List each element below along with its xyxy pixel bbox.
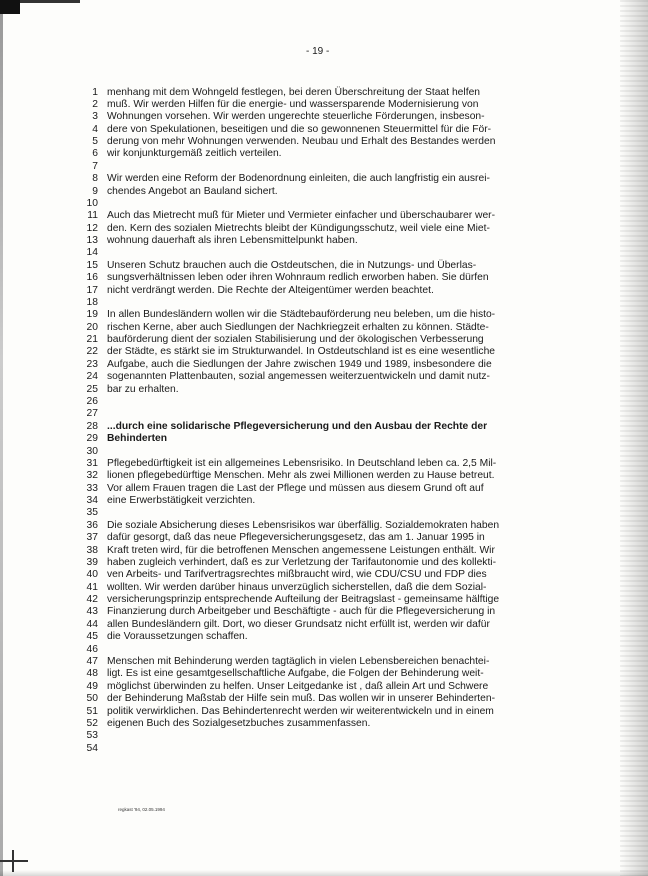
- line-text: haben zugleich verhindert, daß es zur Verletzung der Tarifautonomie und des kollekti-: [107, 556, 497, 568]
- line-number: 12: [86, 222, 98, 234]
- line-number: 3: [92, 111, 98, 123]
- scan-corner-mark: [20, 0, 80, 3]
- line-number: 34: [86, 495, 98, 507]
- scan-left-edge: [0, 14, 3, 876]
- line-number: 33: [86, 482, 98, 494]
- scan-bottom-edge: [0, 870, 648, 876]
- line-number: 11: [87, 210, 98, 222]
- line-text: wollten. Wir werden darüber hinaus unverzüglich sicherstellen, daß die dem Sozial-: [107, 581, 487, 593]
- line-text: nicht verdrängt werden. Die Rechte der Alteigentümer werden beachtet.: [107, 284, 434, 296]
- line-number: 30: [86, 445, 98, 457]
- line-text: der Städte, es stärkt sie im Strukturwandel. In Ostdeutschland ist es eine wesentliche: [107, 346, 496, 358]
- line-text: politik verwirklichen. Das Behindertenrecht werden wir weiterentwickeln und in einem: [107, 705, 494, 717]
- line-number: 1: [92, 86, 98, 98]
- line-number: 39: [86, 556, 98, 568]
- line-text: Aufgabe, auch die Siedlungen der Jahre zwischen 1949 und 1989, insbesondere die: [107, 358, 492, 370]
- line-number: 45: [86, 631, 98, 643]
- line-text: Menschen mit Behinderung werden tagtäglich in vielen Lebensbereichen benachtei-: [107, 655, 490, 667]
- line-text: bar zu erhalten.: [107, 383, 179, 395]
- line-text: eine Erwerbstätigkeit verzichten.: [107, 495, 256, 507]
- line-text: derung von mehr Wohnungen verwenden. Neubau und Erhalt des Bestandes werden: [107, 136, 496, 148]
- line-number: 32: [86, 470, 98, 482]
- line-number: 7: [92, 160, 98, 172]
- line-number: 54: [86, 742, 98, 754]
- line-number: 44: [86, 618, 98, 630]
- line-number: 24: [86, 371, 98, 383]
- line-text: Vor allem Frauen tragen die Last der Pflege und müssen aus diesem Grund oft auf: [107, 482, 484, 494]
- line-number: 2: [92, 98, 98, 110]
- line-text: bauförderung dient der sozialen Stabilisierung und der ökologischen Verbesserung: [107, 334, 484, 346]
- line-text: Die soziale Absicherung dieses Lebensrisikos war überfällig. Sozialdemokraten haben: [107, 519, 500, 531]
- line-text: Wohnungen vorsehen. Wir werden ungerechte steuerliche Förderungen, insbeson-: [107, 111, 485, 123]
- line-text: den. Kern des sozialen Mietrechts bleibt der Kündigungsschutz, weil viele eine Miet-: [107, 222, 490, 234]
- line-number: 6: [92, 148, 98, 160]
- line-number: 37: [86, 532, 98, 544]
- line-number: 40: [86, 569, 98, 581]
- line-number: 46: [86, 643, 98, 655]
- line-number: 4: [92, 123, 98, 135]
- line-number: 29: [86, 433, 98, 445]
- line-number: 10: [86, 197, 98, 209]
- line-number: 15: [86, 259, 98, 271]
- scan-corner-mark: [0, 0, 20, 14]
- line-number: 50: [86, 693, 98, 705]
- page-number: - 19 -: [306, 46, 330, 57]
- line-number: 5: [92, 136, 98, 148]
- line-text: der Behinderung Maßstab der Hilfe sein muß. Das wollen wir in unserer Behinderten-: [107, 693, 496, 705]
- section-heading-line: ...durch eine solidarische Pflegeversicherung und den Ausbau der Rechte der: [107, 420, 488, 432]
- line-text: dafür gesorgt, daß das neue Pflegeversicherungsgesetz, das am 1. Januar 1995 in: [107, 532, 485, 544]
- line-number: 14: [86, 247, 98, 259]
- line-number: 53: [86, 730, 98, 742]
- line-number: 26: [86, 396, 98, 407]
- line-text: lionen pflegebedürftige Menschen. Mehr als zwei Millionen werden zu Hause betreut.: [107, 470, 495, 482]
- line-number: 31: [86, 457, 98, 469]
- footer-note: regkast '94, 02.05.1994: [118, 807, 165, 812]
- line-text: Kraft treten wird, für die betroffenen Menschen angemessene Leistungen enthält. Wir: [107, 544, 495, 556]
- line-number: 41: [86, 581, 98, 593]
- line-text: menhang mit dem Wohngeld festlegen, bei deren Überschreitung der Staat helfen: [107, 86, 481, 98]
- line-text: möglichst überwinden zu helfen. Unser Leitgedanke ist , daß allein Art und Schwere: [107, 680, 489, 692]
- line-number: 43: [86, 606, 98, 618]
- line-number: 25: [86, 383, 98, 395]
- line-text: Wir werden eine Reform der Bodenordnung einleiten, die auch langfristig ein ausrei-: [107, 173, 490, 185]
- line-text: Auch das Mietrecht muß für Mieter und Vermieter einfacher und überschaubarer wer-: [107, 210, 496, 222]
- line-text: wir konjunkturgemäß zeitlich verteilen.: [107, 148, 282, 160]
- line-text: wohnung dauerhaft als ihren Lebensmittelpunkt haben.: [107, 235, 358, 247]
- line-number: 18: [86, 296, 98, 308]
- line-number: 21: [86, 334, 98, 346]
- line-text: ven Arbeits- und Tarifvertragsrechtes mißbraucht wird, wie CDU/CSU und FDP dies: [107, 569, 487, 581]
- line-text: ligt. Es ist eine gesamtgesellschaftliche Aufgabe, die Folgen der Behinderung weit-: [107, 668, 484, 680]
- line-text: muß. Wir werden Hilfen für die energie- und wassersparende Modernisierung von: [107, 98, 479, 110]
- line-number: 9: [92, 185, 98, 197]
- line-text: chendes Angebot an Bauland sichert.: [107, 185, 278, 197]
- line-number: 38: [86, 544, 98, 556]
- line-text: Finanzierung durch Arbeitgeber und Beschäftigte - auch für die Pflegeversicherung in: [107, 606, 496, 618]
- line-text: dere von Spekulationen, beseitigen und die so gewonnenen Steuermittel für die För-: [107, 123, 492, 135]
- line-number: 28: [86, 420, 98, 432]
- line-number: 20: [86, 321, 98, 333]
- line-number: 48: [86, 668, 98, 680]
- line-number: 23: [86, 358, 98, 370]
- line-number: 27: [86, 408, 98, 420]
- line-number: 42: [86, 594, 98, 606]
- line-number: 49: [86, 680, 98, 692]
- line-text: eigenen Buch des Sozialgesetzbuches zusammenfassen.: [107, 717, 371, 729]
- line-text: die Voraussetzungen schaffen.: [107, 631, 248, 643]
- line-text: sogenannten Plattenbauten, sozial angemessen weiterzuentwickeln und damit nutz-: [107, 371, 490, 383]
- line-number: 19: [86, 309, 98, 321]
- line-text: sungsverhältnissen leben oder ihren Wohnraum redlich erworben haben. Sie dürfen: [107, 272, 489, 284]
- line-number: 52: [86, 717, 98, 729]
- section-heading-line: Behinderten: [107, 433, 168, 445]
- line-text: In allen Bundesländern wollen wir die Städtebauförderung neu beleben, um die histo-: [107, 309, 496, 321]
- line-text: Unseren Schutz brauchen auch die Ostdeutschen, die in Nutzungs- und Überlas-: [107, 259, 477, 271]
- scan-corner-mark: [12, 850, 14, 872]
- line-number: 17: [86, 284, 98, 296]
- line-text: Pflegebedürftigkeit ist ein allgemeines Lebensrisiko. In Deutschland leben ca. 2,5 Mil-: [107, 457, 497, 469]
- scan-right-edge: [620, 0, 648, 876]
- line-number: 22: [86, 346, 98, 358]
- line-number: 51: [86, 705, 98, 717]
- line-number: 16: [86, 272, 98, 284]
- line-number: 36: [86, 519, 98, 531]
- line-number: 8: [92, 173, 98, 185]
- line-number: 47: [86, 655, 98, 667]
- line-text: allen Bundesländern gilt. Dort, wo dieser Grundsatz nicht erfüllt ist, werden wir dafür: [107, 618, 490, 630]
- line-number: 13: [86, 235, 98, 247]
- line-text: rischen Kerne, aber auch Siedlungen der Nachkriegzeit erhalten zu können. Städte-: [107, 321, 489, 333]
- line-text: versicherungsprinzip entsprechende Aufteilung der Beitragslast - gemeinsame hälftige: [107, 594, 500, 606]
- scan-corner-mark: [0, 860, 28, 862]
- line-number: 35: [86, 507, 98, 519]
